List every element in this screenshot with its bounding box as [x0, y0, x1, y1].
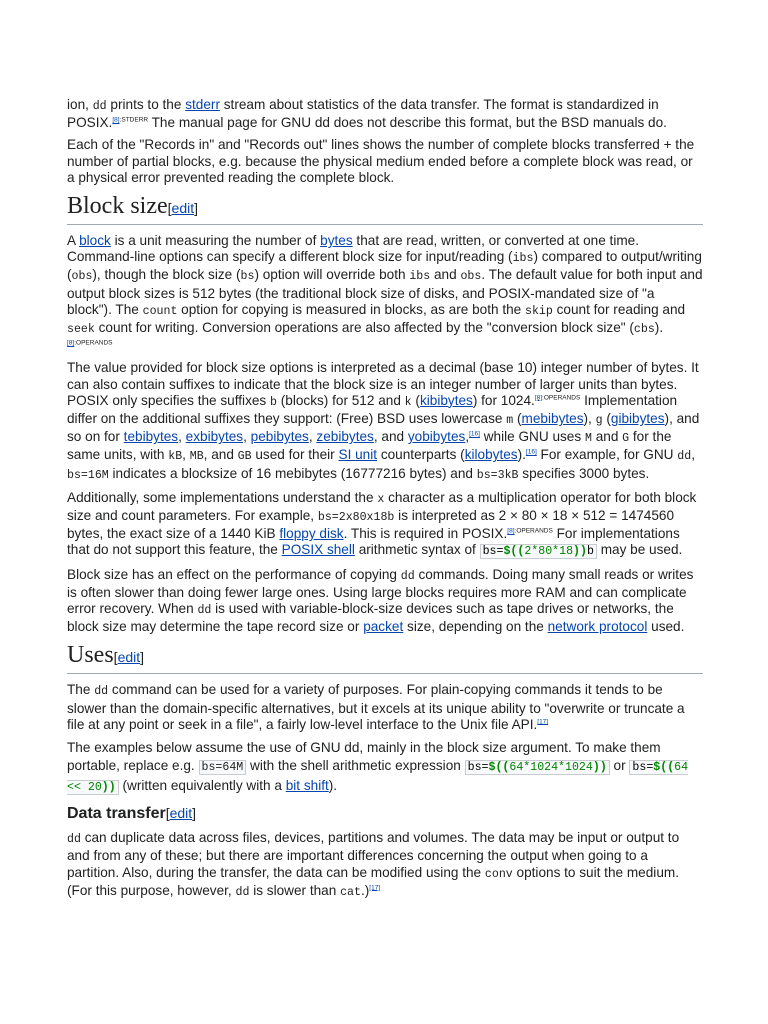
link-zebibytes[interactable]: zebibytes — [316, 429, 374, 445]
portability-paragraph: The examples below assume the use of GNU dd, mainly in the block size argument. To make them portable, replace e.g. bs=64M with the shell arithmetic expression bs=$((64*1024*1024)) or bs=$((64 << 20)) (written equivalently with a bit shift). — [67, 740, 689, 795]
link-mebibytes[interactable]: mebibytes — [521, 411, 584, 427]
multiplication-paragraph: Additionally, some implementations understand the x character as a multiplication operator for both block size and count parameters. For example, bs=2x80x18b is interpreted as 2 × 80 × 18 × 512 = 1474560 bytes, the exact size of a 1440 KiB floppy disk. This is required in POSIX.$^{[8]:OPERANDS}$ For implementations that do not support this feature, the POSIX shell arithmetic syntax of bs=$((2*80*18))b may be used. — [67, 489, 697, 559]
performance-paragraph: Block size has an effect on the performance of copying dd commands. Doing many small reads or writes is often slower than doing fewer large ones. Using large blocks requires more RAM and can complicate error recovery. When dd is used with variable-block-size devices such as tape drives or networks, the block size may determine the tape record size or packet size, depending on the network protocol used. — [67, 566, 694, 635]
link-pebibytes[interactable]: pebibytes — [250, 429, 309, 445]
suffix-paragraph: The value provided for block size options is interpreted as a decimal (base 10) integer number of bytes. It can also contain suffixes to indicate that the block size is an integer number of larger units than bytes. POSIX only specifies the suffixes b (blocks) for 512 and k (kibibytes) for 1024.$^{[8]:OPERANDS}$ Implementation differ on the additional suffixes they support: (Free) BSD uses lowercase m (mebibytes), g (gibibytes), and so on for tebibytes, exbibytes, pebibytes, zebibytes, and yobibytes,[16] while GNU uses M and G for the same units, with kB, MB, and GB used for their SI unit counterparts (kilobytes).[16] For example, for GNU dd, bs=16M indicates a blocksize of 16 mebibytes (16777216 bytes) and bs=3kB specifies 3000 bytes. — [67, 360, 700, 482]
link-exbibytes[interactable]: exbibytes — [185, 429, 244, 445]
code-snippet-arith: bs=$((2*80*18))b — [480, 544, 597, 559]
link-yobibytes[interactable]: yobibytes — [407, 429, 466, 445]
code-snippet-mult: bs=$((64*1024*1024)) — [465, 760, 610, 775]
section-heading-block-size: Block size[edit] — [67, 192, 703, 225]
code-dd: dd — [92, 100, 107, 113]
citation-8[interactable]: [8]:OPERANDS — [67, 339, 113, 347]
link-bytes[interactable]: bytes — [320, 233, 353, 249]
link-gibibytes[interactable]: gibibytes — [610, 411, 665, 427]
citation-17[interactable]: [17] — [369, 884, 381, 892]
block-size-paragraph: A block is a unit measuring the number of bytes that are read, written, or converted at one time. Command-line options can specify a different block size for input/reading (ibs) compared to output/writing (obs), though the block size (bs) option will override both ibs and obs. The default value for both input and output block sizes is 512 bytes (the traditional block size of disks, and POSIX-mandated size of "a block"). The count option for copying is measured in blocks, as are both the skip count for reading and seek count for writing. Conversion operations are also affected by the "conversion block size" (cbs).$^{[8]:OPERANDS}$ — [67, 233, 703, 347]
link-network-protocol[interactable]: network protocol — [547, 619, 648, 635]
edit-link-data-transfer[interactable]: edit — [169, 805, 193, 822]
records-paragraph: Each of the "Records in" and "Records out" lines shows the number of complete blocks transferred + the number of partial blocks, e.g. because the physical medium ended before a complete block was read, or a physical error prevented reading the complete block. — [67, 137, 695, 185]
link-stderr[interactable]: stderr — [185, 97, 220, 112]
link-kilobytes[interactable]: kilobytes — [464, 447, 518, 463]
citation-8[interactable]: [8]:STDERR — [112, 116, 149, 124]
code-snippet-shift: bs=$((64 << 20)) — [67, 761, 689, 795]
citation-16[interactable]: [16] — [525, 448, 537, 456]
edit-link-uses[interactable]: edit — [117, 649, 141, 666]
citation-8[interactable]: [8]:OPERANDS — [507, 527, 553, 535]
citation-16[interactable]: [16] — [469, 430, 480, 438]
link-si-unit[interactable]: SI unit — [338, 447, 378, 463]
citation-8[interactable]: [8]:OPERANDS — [534, 394, 581, 402]
edit-link-block-size[interactable]: edit — [171, 200, 195, 217]
uses-paragraph: The dd command can be used for a variety of purposes. For plain-copying commands it tends to be slower than the domain-specific alternatives, but it excels at its unique ability to "overwrite or truncate a file at any point or seek in a file", a fairly low-level interface to the Unix file API.[17] — [67, 682, 685, 732]
link-bit-shift[interactable]: bit shift — [285, 778, 329, 794]
link-kibibytes[interactable]: kibibytes — [419, 392, 473, 408]
article-content — [67, 97, 703, 907]
link-posix-shell[interactable]: POSIX shell — [281, 542, 355, 558]
code-snippet-bs64m: bs=64M — [199, 760, 247, 775]
link-floppy-disk[interactable]: floppy disk — [279, 526, 344, 542]
link-tebibytes[interactable]: tebibytes — [123, 429, 179, 445]
section-heading-uses: Uses[edit] — [67, 641, 703, 674]
data-transfer-paragraph: dd can duplicate data across files, devices, partitions and volumes. The data may be input or output to and from any of these; but there are important differences concerning the output when going to a partition. Also, during the transfer, the data can be modified using the conv options to suit the medium. (For this purpose, however, dd is slower than cat.)[17] — [67, 830, 680, 899]
section-heading-data-transfer: Data transfer[edit] — [67, 805, 197, 823]
citation-17[interactable]: [17] — [537, 718, 549, 726]
link-block[interactable]: block — [79, 233, 111, 249]
link-packet[interactable]: packet — [363, 619, 404, 635]
stderr-paragraph: ion, dd prints to the stderr stream about statistics of the data transfer. The format is standardized in POSIX.$^{[8]:STDERR}$ The manual page for GNU dd does not describe this format, but the BSD manuals do. — [67, 97, 667, 131]
